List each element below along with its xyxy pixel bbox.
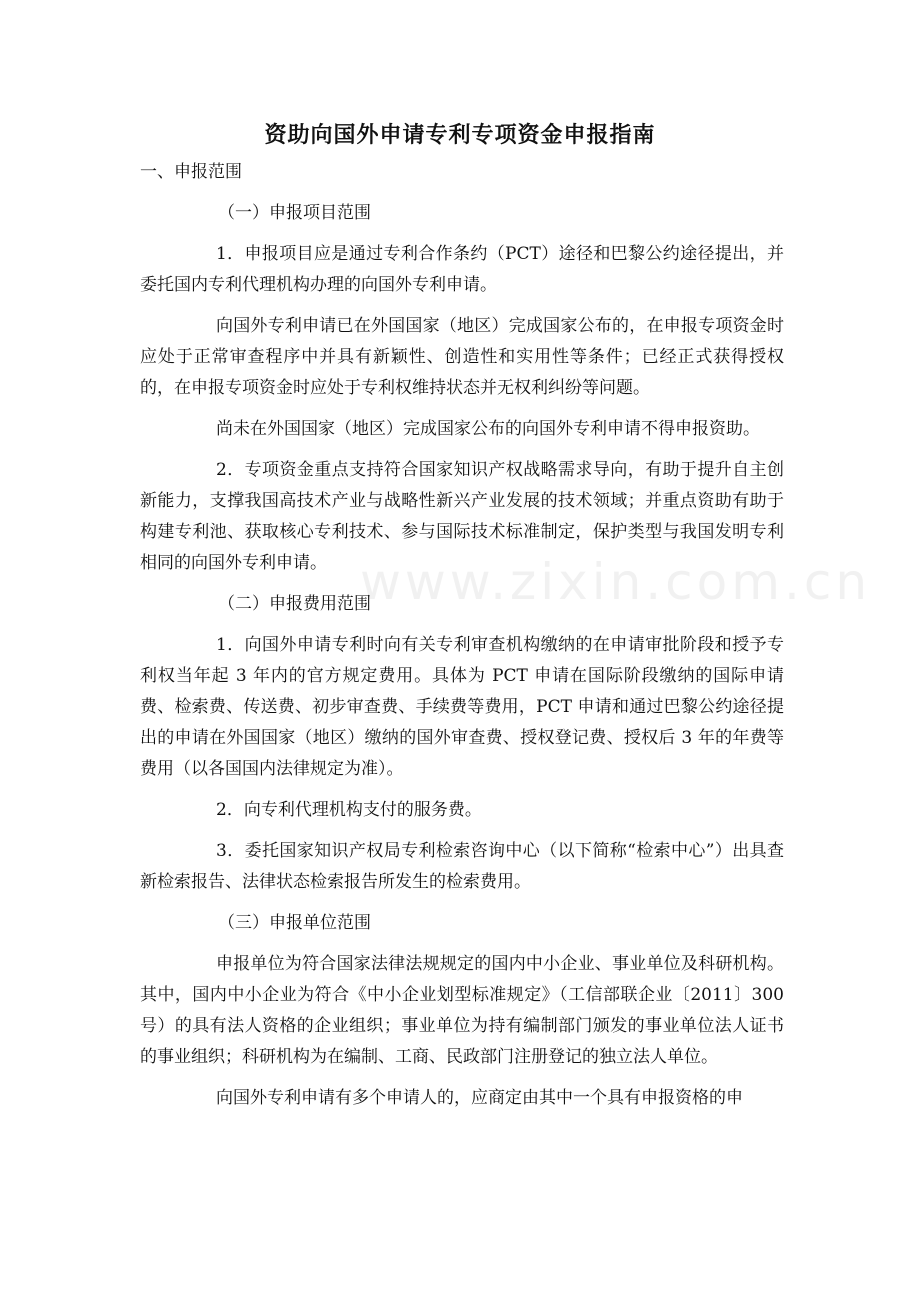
subsection-heading: （二）申报费用范围 <box>218 594 371 614</box>
watermark: www.zixin.com.cn <box>360 553 872 611</box>
paragraph: 1．申报项目应是通过专利合作条约（PCT）途径和巴黎公约途径提出，并委托国内专利代理机构办理的向国外专利申请。 <box>140 244 784 295</box>
paragraph: 向国外专利申请有多个申请人的，应商定由其中一个具有申报资格的申 <box>216 1088 743 1108</box>
paragraph: 申报单位为符合国家法律法规规定的国内中小企业、事业单位及科研机构。其中，国内中小企业为符合《中小企业划型标准规定》（工信部联企业〔2011〕300 号）的具有法人资格的企业组织；事业单位为持有编制部门颁发的事业单位法人证书的事业组织；科研机构为在编制、工商、民政部门注册登记的独立法人单位。 <box>140 954 784 1067</box>
document-body <box>140 157 784 1114</box>
subsection-heading: （三）申报单位范围 <box>218 913 371 933</box>
paragraph: 2．向专利代理机构支付的服务费。 <box>216 800 482 820</box>
paragraph: 2．专项资金重点支持符合国家知识产权战略需求导向，有助于提升自主创新能力，支撑我国高技术产业与战略性新兴产业发展的技术领域；并重点资助有助于构建专利池、获取核心专利技术、参与国际技术标准制定，保护类型与我国发明专利相同的向国外专利申请。 <box>140 460 784 573</box>
paragraph: 向国外专利申请已在外国国家（地区）完成国家公布的，在申报专项资金时应处于正常审查程序中并具有新颖性、创造性和实用性等条件；已经正式获得授权的，在申报专项资金时应处于专利权维持状态并无权利纠纷等问题。 <box>140 316 784 398</box>
subsection-heading: （一）申报项目范围 <box>218 203 371 223</box>
paragraph: 1．向国外申请专利时向有关专利审查机构缴纳的在申请审批阶段和授予专利权当年起 3 年内的官方规定费用。具体为 PCT 申请在国际阶段缴纳的国际申请费、检索费、传送费、初步审查费、手续费等费用，PCT 申请和通过巴黎公约途径提出的申请在外国国家（地区）缴纳的国外审查费、授权登记费、授权后 3 年的年费等费用（以各国国内法律规定为准）。 <box>140 635 784 779</box>
paragraph: 尚未在外国国家（地区）完成国家公布的向国外专利申请不得申报资助。 <box>216 419 760 439</box>
section-heading: 一、申报范围 <box>140 162 242 182</box>
paragraph: 3．委托国家知识产权局专利检索咨询中心（以下简称“检索中心”）出具查新检索报告、法律状态检索报告所发生的检索费用。 <box>140 841 784 892</box>
document-title: 资助向国外申请专利专项资金申报指南 <box>264 122 656 148</box>
